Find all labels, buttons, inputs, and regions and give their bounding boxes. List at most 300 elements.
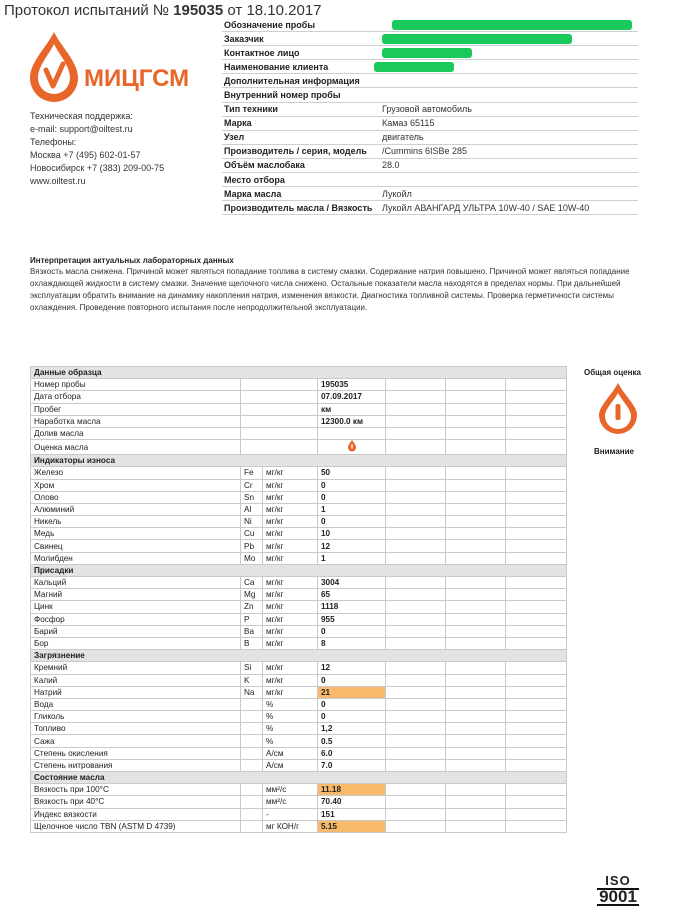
table-row xyxy=(31,528,567,540)
parameter-name: Гликоль xyxy=(31,711,241,723)
parameter-name: Медь xyxy=(31,528,241,540)
redaction-mark xyxy=(382,48,472,58)
empty-cell xyxy=(386,415,446,427)
empty-cell xyxy=(386,686,446,698)
empty-cell xyxy=(386,808,446,820)
empty-cell xyxy=(446,784,506,796)
unit: мг/кг xyxy=(263,528,318,540)
unit: - xyxy=(263,808,318,820)
empty-cell xyxy=(386,403,446,415)
empty-cell xyxy=(386,540,446,552)
empty-cell xyxy=(506,540,567,552)
empty-cell xyxy=(446,391,506,403)
info-row xyxy=(222,88,638,102)
parameter-name: Свинец xyxy=(31,540,241,552)
empty-cell xyxy=(446,528,506,540)
empty-cell xyxy=(446,613,506,625)
table-row xyxy=(31,637,567,649)
section-header xyxy=(31,367,567,379)
empty-cell xyxy=(446,674,506,686)
element-symbol: Pb xyxy=(241,540,263,552)
section-header xyxy=(31,455,567,467)
parameter-name: Номер пробы xyxy=(31,379,241,391)
table-row xyxy=(31,662,567,674)
empty-cell xyxy=(446,467,506,479)
empty-cell xyxy=(506,808,567,820)
parameter-value: 0 xyxy=(318,516,386,528)
parameter-name: Алюминий xyxy=(31,503,241,515)
element-symbol: Mo xyxy=(241,552,263,564)
empty-cell xyxy=(446,415,506,427)
table-row xyxy=(31,796,567,808)
empty-cell xyxy=(386,440,446,455)
info-row xyxy=(222,102,638,116)
parameter-name: Кальций xyxy=(31,577,241,589)
unit: мг/кг xyxy=(263,625,318,637)
info-value xyxy=(380,60,638,74)
parameter-name: Долив масла xyxy=(31,427,241,439)
table-row xyxy=(31,540,567,552)
parameter-name: Оценка масла xyxy=(31,440,241,455)
parameter-name: Сажа xyxy=(31,735,241,747)
table-row xyxy=(31,379,567,391)
empty-cell xyxy=(506,440,567,455)
empty-cell xyxy=(446,440,506,455)
empty-cell xyxy=(386,662,446,674)
info-value: двигатель xyxy=(380,130,638,144)
parameter-name: Кремний xyxy=(31,662,241,674)
info-row xyxy=(222,46,638,60)
empty-cell xyxy=(386,698,446,710)
table-row xyxy=(31,698,567,710)
element-symbol: Mg xyxy=(241,589,263,601)
parameter-value: 0 xyxy=(318,491,386,503)
element-symbol xyxy=(241,759,263,771)
empty-cell xyxy=(506,747,567,759)
empty-cell xyxy=(446,577,506,589)
element-symbol xyxy=(241,735,263,747)
empty-cell xyxy=(506,625,567,637)
parameter-name: Хром xyxy=(31,479,241,491)
parameter-value: 7.0 xyxy=(318,759,386,771)
empty-cell xyxy=(506,391,567,403)
parameter-value: 0 xyxy=(318,625,386,637)
section-title: Состояние масла xyxy=(31,772,567,784)
interpretation-heading: Интерпретация актуальных лабораторных данных xyxy=(30,256,234,265)
parameter-value: 12300.0 км xyxy=(318,415,386,427)
info-value xyxy=(380,88,638,102)
info-row xyxy=(222,201,638,215)
info-label: Объём маслобака xyxy=(222,158,380,172)
empty-cell xyxy=(386,735,446,747)
empty-cell xyxy=(446,479,506,491)
empty-cell xyxy=(506,516,567,528)
empty-cell xyxy=(241,391,318,403)
empty-cell xyxy=(506,577,567,589)
empty-cell xyxy=(506,637,567,649)
empty-cell xyxy=(506,427,567,439)
parameter-name: Молибден xyxy=(31,552,241,564)
empty-cell xyxy=(446,625,506,637)
empty-cell xyxy=(446,503,506,515)
unit: A/см xyxy=(263,747,318,759)
section-title: Присадки xyxy=(31,564,567,576)
empty-cell xyxy=(506,613,567,625)
element-symbol: Na xyxy=(241,686,263,698)
info-label: Тип техники xyxy=(222,102,380,116)
unit: мг/кг xyxy=(263,467,318,479)
empty-cell xyxy=(506,479,567,491)
empty-cell xyxy=(386,613,446,625)
support-website[interactable]: www.oiltest.ru xyxy=(30,176,86,186)
info-value: Лукойл АВАНГАРД УЛЬТРА 10W-40 / SAE 10W-40 xyxy=(380,201,638,215)
empty-cell xyxy=(506,491,567,503)
unit: мм²/с xyxy=(263,796,318,808)
empty-cell xyxy=(506,820,567,832)
info-row xyxy=(222,130,638,144)
parameter-value: 0 xyxy=(318,674,386,686)
element-symbol: Zn xyxy=(241,601,263,613)
unit: мг/кг xyxy=(263,516,318,528)
element-symbol: Ca xyxy=(241,577,263,589)
table-row xyxy=(31,625,567,637)
empty-cell xyxy=(446,820,506,832)
unit: мг/кг xyxy=(263,613,318,625)
unit: % xyxy=(263,711,318,723)
element-symbol: Fe xyxy=(241,467,263,479)
unit: мг/кг xyxy=(263,686,318,698)
info-row xyxy=(222,32,638,46)
empty-cell xyxy=(386,796,446,808)
info-value: Лукойл xyxy=(380,187,638,201)
parameter-value: 8 xyxy=(318,637,386,649)
unit: % xyxy=(263,723,318,735)
report-title xyxy=(4,2,322,19)
element-symbol: K xyxy=(241,674,263,686)
empty-cell xyxy=(506,686,567,698)
empty-cell xyxy=(446,698,506,710)
parameter-value: 1 xyxy=(318,503,386,515)
unit: мм²/с xyxy=(263,784,318,796)
table-row xyxy=(31,491,567,503)
info-row xyxy=(222,187,638,201)
parameter-value: км xyxy=(318,403,386,415)
brand-name: МИЦГСМ xyxy=(84,65,190,92)
info-row xyxy=(222,74,638,88)
empty-cell xyxy=(386,577,446,589)
empty-cell xyxy=(386,820,446,832)
parameter-name: Степень окисления xyxy=(31,747,241,759)
empty-cell xyxy=(446,552,506,564)
parameter-value: 10 xyxy=(318,528,386,540)
section-header xyxy=(31,772,567,784)
oil-drop-logo-icon xyxy=(26,30,196,105)
parameter-name: Бор xyxy=(31,637,241,649)
table-row xyxy=(31,516,567,528)
unit: мг/кг xyxy=(263,479,318,491)
empty-cell xyxy=(241,379,318,391)
empty-cell xyxy=(506,735,567,747)
info-label: Заказчик xyxy=(222,32,380,46)
info-label: Узел xyxy=(222,130,380,144)
empty-cell xyxy=(446,723,506,735)
info-row xyxy=(222,144,638,158)
empty-cell xyxy=(386,637,446,649)
info-label: Наименование клиента xyxy=(222,60,380,74)
table-row xyxy=(31,784,567,796)
parameter-value: 1118 xyxy=(318,601,386,613)
empty-cell xyxy=(241,427,318,439)
report-date: от 18.10.2017 xyxy=(227,2,322,19)
iso-number: 9001 xyxy=(597,888,639,906)
parameter-value: 3004 xyxy=(318,577,386,589)
iso-label: ISO xyxy=(605,873,631,888)
empty-cell xyxy=(446,759,506,771)
section-header xyxy=(31,650,567,662)
empty-cell xyxy=(446,601,506,613)
iso-certification xyxy=(597,874,639,906)
empty-cell xyxy=(446,491,506,503)
element-symbol: B xyxy=(241,637,263,649)
parameter-value: 195035 xyxy=(318,379,386,391)
report-number: 195035 xyxy=(173,2,224,19)
company-logo xyxy=(26,30,196,105)
info-row xyxy=(222,173,638,187)
element-symbol: Sn xyxy=(241,491,263,503)
parameter-value: 12 xyxy=(318,540,386,552)
support-line: Телефоны: xyxy=(30,137,77,147)
oil-assessment-icon xyxy=(347,440,357,452)
table-row xyxy=(31,747,567,759)
parameter-name: Фосфор xyxy=(31,613,241,625)
info-row xyxy=(222,18,638,32)
analysis-table xyxy=(30,366,567,833)
highlighted-value: 21 xyxy=(318,686,386,698)
section-title: Индикаторы износа xyxy=(31,455,567,467)
parameter-value: 955 xyxy=(318,613,386,625)
empty-cell xyxy=(446,637,506,649)
parameter-name: Индекс вязкости xyxy=(31,808,241,820)
element-symbol xyxy=(241,808,263,820)
empty-cell xyxy=(386,528,446,540)
info-value xyxy=(380,74,638,88)
empty-cell xyxy=(506,784,567,796)
empty-cell xyxy=(446,686,506,698)
parameter-name: Дата отбора xyxy=(31,391,241,403)
parameter-value: 0 xyxy=(318,479,386,491)
unit: % xyxy=(263,735,318,747)
table-row xyxy=(31,759,567,771)
parameter-name: Барий xyxy=(31,625,241,637)
parameter-name: Никель xyxy=(31,516,241,528)
info-label: Обозначение пробы xyxy=(222,18,380,32)
redaction-mark xyxy=(392,20,632,30)
empty-cell xyxy=(446,540,506,552)
table-row xyxy=(31,723,567,735)
unit: мг/кг xyxy=(263,637,318,649)
element-symbol: Al xyxy=(241,503,263,515)
parameter-value: 50 xyxy=(318,467,386,479)
empty-cell xyxy=(386,711,446,723)
empty-cell xyxy=(446,711,506,723)
parameter-value: 0 xyxy=(318,698,386,710)
empty-cell xyxy=(506,552,567,564)
table-row xyxy=(31,601,567,613)
empty-cell xyxy=(386,491,446,503)
parameter-value: 1,2 xyxy=(318,723,386,735)
table-row xyxy=(31,686,567,698)
info-value: /Cummins 6ISBe 285 xyxy=(380,144,638,158)
section-header xyxy=(31,564,567,576)
element-symbol: P xyxy=(241,613,263,625)
empty-cell xyxy=(446,427,506,439)
info-value: 28.0 xyxy=(380,158,638,172)
table-row xyxy=(31,613,567,625)
parameter-name: Вода xyxy=(31,698,241,710)
info-label: Дополнительная информация xyxy=(222,74,380,88)
info-label: Производитель / серия, модель xyxy=(222,144,380,158)
element-symbol xyxy=(241,723,263,735)
empty-cell xyxy=(446,796,506,808)
parameter-name: Железо xyxy=(31,467,241,479)
overall-heading: Общая оценка xyxy=(584,368,641,377)
info-row xyxy=(222,60,638,74)
support-line: Техническая поддержка: xyxy=(30,111,133,121)
empty-cell xyxy=(506,589,567,601)
overall-status: Внимание xyxy=(594,447,634,456)
empty-cell xyxy=(506,379,567,391)
empty-cell xyxy=(506,711,567,723)
empty-cell xyxy=(386,479,446,491)
parameter-name: Степень нитрования xyxy=(31,759,241,771)
section-title: Загрязнение xyxy=(31,650,567,662)
unit: мг/кг xyxy=(263,674,318,686)
element-symbol: Ni xyxy=(241,516,263,528)
empty-cell xyxy=(386,625,446,637)
table-row xyxy=(31,808,567,820)
empty-cell xyxy=(506,503,567,515)
element-symbol xyxy=(241,784,263,796)
unit: мг/кг xyxy=(263,662,318,674)
table-row xyxy=(31,589,567,601)
table-row xyxy=(31,503,567,515)
support-phone: Москва +7 (495) 602-01-57 xyxy=(30,150,141,160)
empty-cell xyxy=(446,662,506,674)
parameter-name: Щелочное число TBN (ASTM D 4739) xyxy=(31,820,241,832)
unit: мг/кг xyxy=(263,589,318,601)
empty-cell xyxy=(446,735,506,747)
table-row xyxy=(31,577,567,589)
parameter-name: Калий xyxy=(31,674,241,686)
support-phone: Новосибирск +7 (383) 209-00-75 xyxy=(30,163,165,173)
table-row xyxy=(31,820,567,832)
unit: мг/кг xyxy=(263,503,318,515)
sample-info-table xyxy=(222,18,638,215)
empty-cell xyxy=(386,601,446,613)
empty-cell xyxy=(506,528,567,540)
unit: мг/кг xyxy=(263,540,318,552)
empty-cell xyxy=(446,589,506,601)
support-email[interactable]: e-mail: support@oiltest.ru xyxy=(30,124,133,134)
unit: A/см xyxy=(263,759,318,771)
warning-drop-icon xyxy=(596,382,640,434)
empty-cell xyxy=(506,601,567,613)
parameter-value xyxy=(318,427,386,439)
empty-cell xyxy=(386,467,446,479)
empty-cell xyxy=(506,698,567,710)
table-row xyxy=(31,391,567,403)
table-row xyxy=(31,467,567,479)
info-label: Производитель масла / Вязкость xyxy=(222,201,380,215)
parameter-value: 12 xyxy=(318,662,386,674)
unit: мг/кг xyxy=(263,601,318,613)
parameter-value: 65 xyxy=(318,589,386,601)
parameter-name: Вязкость при 100°C xyxy=(31,784,241,796)
table-row xyxy=(31,711,567,723)
table-row xyxy=(31,415,567,427)
element-symbol xyxy=(241,711,263,723)
empty-cell xyxy=(506,759,567,771)
section-title: Данные образца xyxy=(31,367,567,379)
info-value xyxy=(380,18,638,32)
support-contacts xyxy=(30,110,164,188)
parameter-value: 1 xyxy=(318,552,386,564)
unit: мг/кг xyxy=(263,552,318,564)
parameter-value: 151 xyxy=(318,808,386,820)
redaction-mark xyxy=(382,34,572,44)
empty-cell xyxy=(386,427,446,439)
parameter-name: Олово xyxy=(31,491,241,503)
unit: мг/кг xyxy=(263,577,318,589)
empty-cell xyxy=(241,415,318,427)
parameter-value: 70.40 xyxy=(318,796,386,808)
highlighted-value: 5.15 xyxy=(318,820,386,832)
empty-cell xyxy=(446,379,506,391)
element-symbol: Ba xyxy=(241,625,263,637)
empty-cell xyxy=(241,403,318,415)
empty-cell xyxy=(386,552,446,564)
element-symbol: Cr xyxy=(241,479,263,491)
empty-cell xyxy=(446,747,506,759)
parameter-name: Цинк xyxy=(31,601,241,613)
interpretation-text: Вязкость масла снижена. Причиной может являться попадание топлива в систему смазки. Содержание натрия повышено. Причиной может являться попадание охлаждающей жидкости в систему смазки. Значение щелочного числа снижено. Остальные показатели масла находятся в пределах нормы. При дальнейшей эксплуатации обратить внимание на динамику накопления натрия, изменения вязкости. Диагностика топливной системы. Проверка герметичности системы охлаждения. Проведение повторного испытания после непродолжительной эксплуатации. xyxy=(30,267,630,312)
empty-cell xyxy=(386,516,446,528)
empty-cell xyxy=(506,467,567,479)
empty-cell xyxy=(446,516,506,528)
table-row xyxy=(31,674,567,686)
empty-cell xyxy=(386,379,446,391)
empty-cell xyxy=(506,403,567,415)
parameter-value: 0.5 xyxy=(318,735,386,747)
empty-cell xyxy=(446,808,506,820)
table-row xyxy=(31,403,567,415)
info-value xyxy=(380,173,638,187)
parameter-value: 0 xyxy=(318,711,386,723)
unit: мг КОН/г xyxy=(263,820,318,832)
parameter-value: 07.09.2017 xyxy=(318,391,386,403)
table-row xyxy=(31,479,567,491)
element-symbol xyxy=(241,820,263,832)
parameter-name: Топливо xyxy=(31,723,241,735)
info-label: Место отбора xyxy=(222,173,380,187)
parameter-name: Натрий xyxy=(31,686,241,698)
info-label: Марка масла xyxy=(222,187,380,201)
empty-cell xyxy=(386,759,446,771)
empty-cell xyxy=(506,415,567,427)
empty-cell xyxy=(386,784,446,796)
table-row xyxy=(31,735,567,747)
info-value: Грузовой автомобиль xyxy=(380,102,638,116)
